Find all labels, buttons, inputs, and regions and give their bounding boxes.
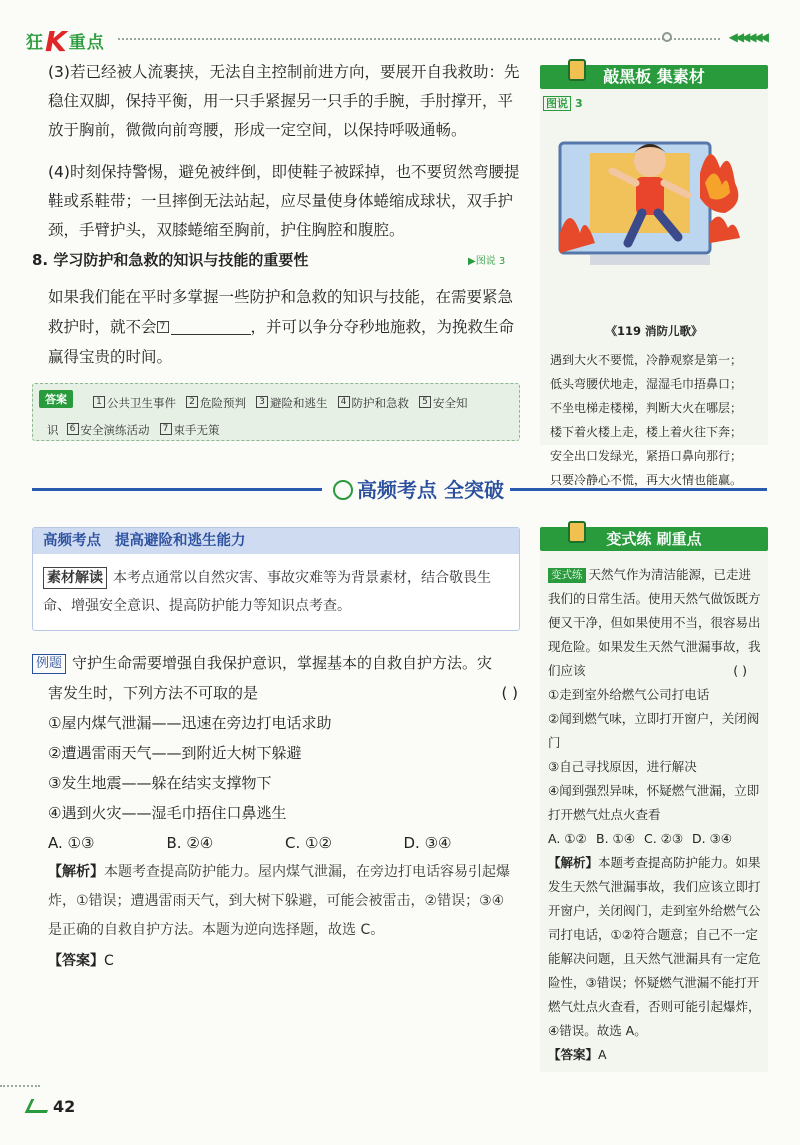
paragraph-3: (3)若已经被人流裹挟，无法自主控制前进方向，要展开自我救助：先稳住双脚，保持平衡，用一只手紧握另一只手的手腕，手肘撑开，平放于胸前，微微向前弯腰，形成一定空间，以保持呼吸通畅。: [48, 63, 520, 139]
practice-question: [548, 563, 763, 1067]
child-head: [634, 145, 666, 177]
example-analysis: [48, 858, 518, 945]
example-choice: ③发生地震——躲在结实支撑物下: [48, 774, 272, 792]
material-tag: 素材解读: [43, 567, 107, 589]
sidebar-bottom-title: [540, 527, 768, 551]
practice-option-c[interactable]: C. ②③: [644, 831, 684, 846]
answer-line-1: [93, 390, 513, 416]
answer-text: 危险预判: [200, 396, 246, 410]
answer-item: [419, 396, 468, 410]
option-a[interactable]: A. ①③: [48, 834, 95, 852]
answer-num: 1: [93, 396, 105, 408]
divider-line-left: [32, 488, 322, 491]
page-number: [28, 1097, 75, 1116]
para3-text-a: 如果我们能在平时多掌握一些防护和急救的知识与技能，在需要紧急救护时，就不会: [48, 288, 514, 336]
page-marker-icon: [25, 1099, 54, 1113]
material-interpretation: [43, 564, 513, 620]
fill-blank[interactable]: [171, 317, 251, 335]
practice-stem: [548, 563, 763, 683]
header-dotted-rule: [118, 38, 720, 40]
blank-number: 7: [157, 321, 169, 333]
brand-logo: [26, 22, 105, 58]
poem-body: [550, 348, 765, 492]
answer-num: 3: [256, 396, 268, 408]
example-answer: [48, 950, 114, 970]
answer-item: [186, 396, 246, 410]
practice-choice: ②闻到燃气味，立即打开窗户，关闭阀门: [548, 711, 760, 750]
practice-option-a[interactable]: A. ①②: [548, 831, 587, 846]
answer-label: 【答案】: [48, 953, 104, 969]
practice-option-b[interactable]: B. ①④: [596, 831, 635, 846]
answer-item: [67, 423, 150, 437]
key-point-topic: 提高避险和逃生能力: [115, 533, 246, 549]
answer-num: 7: [160, 423, 172, 435]
answer-num: 2: [186, 396, 198, 408]
practice-tag: 变式练: [548, 568, 586, 583]
blackboard-icon: [568, 59, 586, 81]
example-stem-a: 守护生命需要增强自我保护意识，掌握基本的自救自护方法。灾: [72, 654, 493, 672]
logo-k: K: [45, 25, 68, 58]
analysis-text: 本题考查提高防护能力。屋内煤气泄漏，在旁边打电话容易引起爆炸，①错误；遭遇雷雨天气，到大树下躲避，可能会被雷击，②错误；③④是正确的自救自护方法。本题为逆向选择题，故选 C。: [48, 864, 510, 938]
key-point-title: [33, 528, 519, 554]
answer-line-2: [47, 417, 467, 443]
practice-analysis-tag: 【解析】: [548, 855, 599, 870]
sidebar-knowledge-panel: [540, 65, 768, 487]
answer-item: [256, 396, 328, 410]
sidebar-bottom-title-text: 变式练 刷重点: [606, 530, 702, 548]
figure-number: 3: [575, 97, 583, 110]
sidebar-practice-panel: [540, 527, 768, 1072]
header-circle-icon: [662, 32, 672, 42]
practice-answer-value: A: [598, 1047, 607, 1062]
footer-dotted-rule: [0, 1085, 40, 1087]
floor-tiles: [590, 255, 710, 265]
poem-line: 楼下着火楼上走，楼上着火往下奔；: [550, 425, 743, 439]
poem-line: 遇到大火不要慌，冷静观察是第一；: [550, 353, 743, 367]
answer-num: 6: [67, 423, 79, 435]
poem-line: 不坐电梯走楼梯，判断大火在哪层；: [550, 401, 743, 415]
logo-suffix: 重点: [68, 33, 105, 53]
answer-item: [93, 396, 176, 410]
example-question: [32, 648, 522, 858]
analysis-tag: 【解析】: [48, 864, 104, 880]
example-choice: ①屋内煤气泄漏——迅速在旁边打电话求助: [48, 714, 332, 732]
key-point-box: [32, 527, 520, 631]
answer-text: 束手无策: [173, 423, 220, 437]
answer-item: [338, 396, 410, 410]
poem-line: 安全出口发绿光，紧捂口鼻向那行；: [550, 449, 743, 463]
reader-icon: [568, 521, 586, 543]
answer-item: [160, 423, 220, 437]
poem-line: 只要冷静心不慌，再大火情也能赢。: [550, 473, 743, 487]
figure-tag: 图说: [543, 96, 571, 111]
option-c[interactable]: C. ①②: [285, 834, 332, 852]
section-8-figure-ref: ▶图说 3: [468, 256, 506, 267]
figure-label: [543, 95, 587, 111]
practice-analysis: [548, 851, 763, 1043]
divider-title: [327, 474, 510, 503]
practice-analysis-text: 本题考查提高防护能力。如果发生天然气泄漏事故，我们应该立即打开窗户，关闭阀门，走到室外给燃气公司打电话，①②符合题意；自己不一定能解决问题，且天然气泄漏具有一定危险性，③错误；怀疑燃气泄漏不能打开燃气灶点火查看，否则可能引起爆炸，④错误。故选 A。: [548, 855, 761, 1038]
poem-line: 低头弯腰伏地走，湿湿毛巾捂鼻口；: [550, 377, 743, 391]
practice-choice: ③自己寻找原因，进行解决: [548, 759, 697, 774]
sidebar-top-title-text: 敲黑板 集素材: [603, 67, 705, 86]
answer-text: 防护和急救: [351, 396, 409, 410]
poem-title: 《119 消防儿歌》: [605, 324, 703, 338]
answer-num: 5: [419, 396, 431, 408]
answer-text: 避险和逃生: [270, 396, 328, 410]
answer-paren[interactable]: ( ): [501, 684, 518, 702]
flame-bottom-right: [710, 217, 740, 243]
divider-line-right: [502, 488, 767, 491]
answer-box: [32, 383, 520, 441]
option-b[interactable]: B. ②④: [166, 834, 214, 852]
paragraph-4: (4)时刻保持警惕，避免被绊倒，即使鞋子被踩掉，也不要贸然弯腰提鞋或系鞋带；一旦摔倒无法站起，应尽量使身体蜷缩成球状，双手护颈，手臂护头，双膝蜷缩至胸前，护住胸腔和腹腔。: [48, 163, 520, 239]
answer-tag: 答案: [39, 390, 73, 408]
answer-continuation: 识: [47, 423, 59, 437]
practice-options: [548, 827, 763, 851]
practice-answer-paren[interactable]: ( ): [733, 663, 747, 678]
answer-value: C: [104, 953, 114, 969]
paragraph-section-8: [48, 282, 526, 372]
divider-title-text: 高频考点 全突破: [357, 478, 504, 502]
example-choice: ②遭遇雷雨天气——到附近大树下躲避: [48, 744, 302, 762]
answer-num: 4: [338, 396, 350, 408]
answer-text: 安全演练活动: [80, 423, 150, 437]
key-point-label: 高频考点: [43, 533, 101, 549]
example-stem-line-2: [32, 678, 522, 708]
para3-text-b: ，并可以争分夺秒地施救，为挽救生命赢得宝贵的时间。: [48, 318, 515, 366]
sidebar-top-title: [540, 65, 768, 89]
practice-choice: ④闻到强烈异味，怀疑燃气泄漏，立即打开燃气灶点火查看: [548, 783, 760, 822]
example-options: [32, 828, 522, 858]
example-stem-b: 害发生时，下列方法不可取的是: [48, 684, 259, 702]
fire-escape-illustration: [550, 113, 750, 273]
material-text: 本考点通常以自然灾害、事故灾难等为背景素材，结合敬畏生命、增强安全意识、提高防护能力等知识点考查。: [43, 570, 491, 614]
target-icon: [333, 480, 353, 500]
section-8-title: 8. 学习防护和急救的知识与技能的重要性: [32, 251, 309, 269]
practice-choice: ①走到室外给燃气公司打电话: [548, 687, 710, 702]
practice-option-d[interactable]: D. ③④: [692, 831, 732, 846]
example-choice: ④遇到火灾——湿毛巾捂住口鼻逃生: [48, 804, 287, 822]
option-d[interactable]: D. ③④: [403, 834, 452, 852]
logo-prefix: 狂: [26, 33, 44, 53]
practice-answer: [548, 1043, 763, 1067]
example-tag: 例题: [32, 654, 66, 674]
answer-text: 公共卫生事件: [107, 396, 176, 410]
answer-text: 安全知: [433, 396, 468, 410]
page-number-text: 42: [53, 1097, 76, 1116]
header-arrows-icon: ◀◀◀◀◀◀: [728, 30, 766, 44]
practice-answer-label: 【答案】: [548, 1047, 599, 1062]
example-stem-line-1: [32, 648, 522, 678]
practice-stem-text: 天然气作为清洁能源，已走进我们的日常生活。使用天然气做饭既方便又干净，但如果使用不当，很容易出现危险。如果发生天然气泄漏事故，我们应该: [548, 567, 761, 678]
